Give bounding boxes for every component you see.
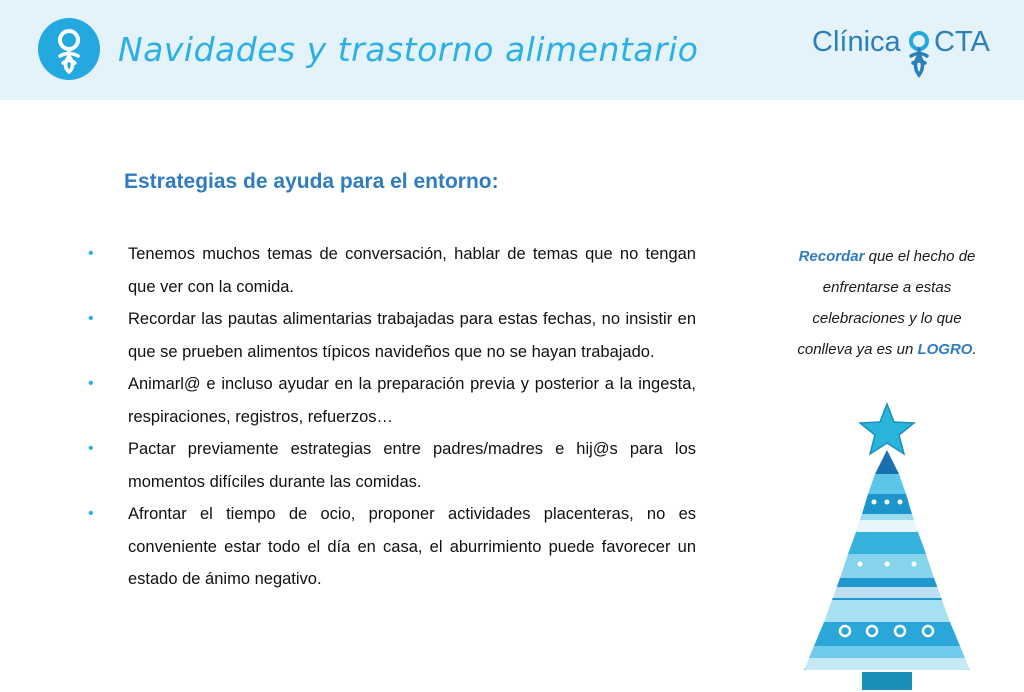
bullet-icon: •: [88, 375, 94, 392]
list-item: • Afrontar el tiempo de ocio, proponer actividades placenteras, no es conveniente estar todo el día en casa, el aburrimiento puede favorecer un estado de ánimo negativo.: [88, 498, 696, 596]
header-banner: [0, 0, 1024, 100]
page-title: Navidades y trastorno alimentario: [118, 30, 699, 69]
brand-symbol-icon: [904, 30, 934, 80]
christmas-tree-icon: [790, 402, 990, 692]
brand-name: Clínica: [812, 26, 901, 58]
list-item: • Recordar las pautas alimentarias trabajadas para estas fechas, no insistir en que se prueben alimentos típicos navideños que no se hayan trabajado.: [88, 303, 696, 368]
strategies-list: [88, 238, 696, 596]
section-heading: Estrategias de ayuda para el entorno:: [124, 170, 499, 193]
reminder-lead: Recordar: [798, 248, 865, 265]
brand-acronym: CTA: [934, 26, 990, 58]
list-item: • Animarl@ e incluso ayudar en la preparación previa y posterior a la ingesta, respiraciones, registros, refuerzos…: [88, 368, 696, 433]
female-symbol-icon: [38, 18, 100, 80]
bullet-icon: •: [88, 505, 94, 522]
bullet-icon: •: [88, 310, 94, 327]
reminder-end: .: [972, 341, 977, 358]
clinic-brand-logo: [812, 26, 1002, 82]
reminder-highlight: LOGRO: [917, 341, 973, 358]
reminder-body: que el hecho de enfrentarse a estas celebraciones y lo que conlleva ya es un: [797, 248, 976, 358]
bullet-icon: •: [88, 245, 94, 262]
bullet-icon: •: [88, 440, 94, 457]
list-item: • Tenemos muchos temas de conversación, hablar de temas que no tengan que ver con la comida.: [88, 238, 696, 303]
list-item: • Pactar previamente estrategias entre padres/madres e hij@s para los momentos difíciles durante las comidas.: [88, 433, 696, 498]
reminder-note: [787, 241, 987, 365]
